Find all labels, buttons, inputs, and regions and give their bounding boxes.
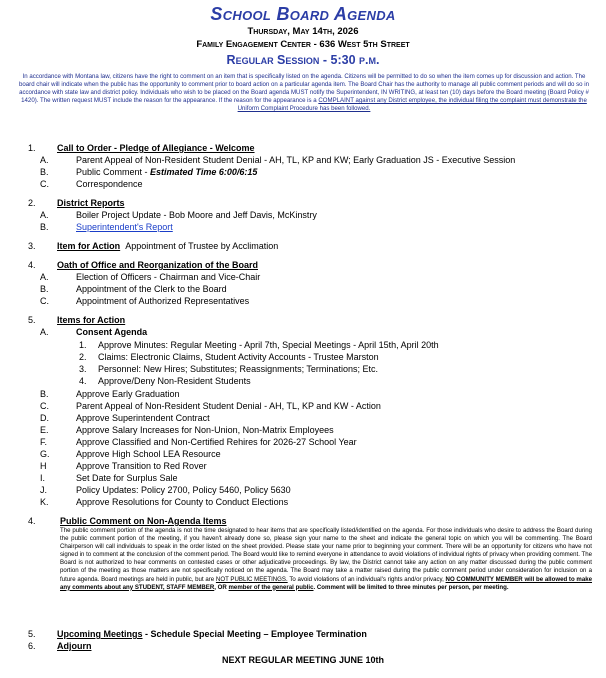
notice-text: In accordance with Montana law, citizens have the right to comment on an item that is specifically listed on the agenda. Citizens will be permitted to do so when the item comes up for discussion and action. The board chair will indicate when the public has the opportunity to comment prior to board action on a particular agenda item. The Board Chair has the authority to manage all public comment periods and will do so in accordance with state law and district policy. Individuals who wish to be placed on the Board agenda MUST notify the Superintendent, IN WRITING, at least ten (10) days before the Board meeting (Board Policy # 1420). The written request MUST include the reason for the appearance. If the reason for the appearance is a — [19, 73, 589, 105]
public-comment-body: The public comment portion of the agenda is not the time designated to hear items that are specifically listed/identified on the agenda. For those individuals who desire to address the Board during the public comment portion of the meeting, if you haven't already done so, please sign your name to the sheet and indicate the general topic on which you will be commenting. The Board Chairperson will call individuals to speak in the order listed on the sheet provided. Please state your name prior to beginning your comment. There will be an opportunity for citizens who have not signed in to comment at the conclusion of the comment period. The Board would like to remind everyone in attendance to avoid violations of individual rights of privacy when providing comment. The Board is not authorized to hear comments on contested cases or other adjudicative proceedings. By law, the District cannot take any action on any matter discussed during the public comment portion of the meeting as those matters are not specifically noticed on the agenda. The Board may take a matter raised during the public comment period under consideration for inclusion on a future agenda. Board meetings are held in public, but are NOT PUBLIC MEETINGS. To avoid violations of an individual's rights and/or privacy, NO COMMUNITY MEMBER will be allowed to make any comments about any STUDENT, STAFF MEMBER, OR member of the general public. Comment will be limited to three minutes per person, per meeting. — [60, 527, 592, 591]
agenda-item: Set Date for Surplus Sale — [76, 473, 178, 483]
agenda-item: Appointment of the Clerk to the Board — [76, 284, 227, 294]
item-letter: A. — [40, 327, 49, 337]
section-number: 5. — [28, 629, 36, 639]
section-trailing-text: Appointment of Trustee by Acclimation — [125, 241, 279, 251]
agenda-item: Parent Appeal of Non-Resident Student Denial - AH, TL, KP and KW - Action — [76, 401, 381, 411]
section-title: Upcoming Meetings - Schedule Special Meeting – Employee Termination — [57, 629, 367, 639]
consent-subitem: Approve/Deny Non-Resident Students — [98, 376, 251, 386]
agenda-item: Policy Updates: Policy 2700, Policy 5460, Policy 5630 — [76, 485, 291, 495]
subitem-number: 4. — [79, 376, 87, 386]
item-letter: H — [40, 461, 47, 471]
section-number: 4. — [28, 516, 36, 526]
item-letter: B. — [40, 167, 49, 177]
item-letter: B. — [40, 284, 49, 294]
section-number: 2. — [28, 198, 36, 208]
agenda-item: Boiler Project Update - Bob Moore and Jeff Davis, McKinstry — [76, 210, 317, 220]
item-letter: D. — [40, 413, 49, 423]
section-title: Public Comment on Non-Agenda Items — [60, 516, 227, 526]
agenda-title: School Board Agenda — [210, 4, 396, 24]
next-meeting-notice: NEXT REGULAR MEETING JUNE 10th — [221, 655, 385, 665]
item-letter: F. — [40, 437, 48, 447]
section-number: 6. — [28, 641, 36, 651]
subitem-number: 3. — [79, 364, 87, 374]
consent-subitem: Approve Minutes: Regular Meeting - April 7th, Special Meetings - April 15th, April 20th — [98, 340, 439, 350]
agenda-item: Approve Resolutions for County to Conduct Elections — [76, 497, 289, 507]
item-letter: C. — [40, 296, 49, 306]
agenda-item: Approve Superintendent Contract — [76, 413, 210, 423]
session-time: Regular Session - 5:30 p.m. — [226, 53, 380, 67]
section-number: 1. — [28, 143, 36, 153]
item-letter: A. — [40, 272, 49, 282]
consent-subitem: Claims: Electronic Claims, Student Activity Accounts - Trustee Marston — [98, 352, 379, 362]
section-number: 5. — [28, 315, 36, 325]
section-title: Oath of Office and Reorganization of the Board — [57, 260, 259, 270]
public-comment-notice — [14, 73, 594, 113]
agenda-item: Approve High School LEA Resource — [76, 449, 221, 459]
subitem-number: 1. — [79, 340, 87, 350]
agenda-item: Approve Transition to Red Rover — [76, 461, 207, 471]
agenda-item: Parent Appeal of Non-Resident Student Denial - AH, TL, KP and KW; Early Graduation JS - Executive Session — [76, 155, 516, 165]
subitem-number: 2. — [79, 352, 87, 362]
agenda-item: Approve Early Graduation — [76, 389, 180, 399]
agenda-item: Public Comment - Estimated Time 6:00/6:15 — [76, 167, 258, 177]
agenda-item: Approve Classified and Non-Certified Rehires for 2026-27 School Year — [76, 437, 357, 447]
item-letter: G. — [40, 449, 50, 459]
item-letter: C. — [40, 179, 49, 189]
item-letter: C. — [40, 401, 49, 411]
section-number: 3. — [28, 241, 36, 251]
section-number: 4. — [28, 260, 36, 270]
section-title: Call to Order - Pledge of Allegiance - Welcome — [57, 143, 255, 153]
complaint-procedure-text: COMPLAINT against any District employee, the individual filing the complaint must demonstrate the Uniform Complaint Procedure has been followed. — [237, 97, 587, 113]
item-letter: B. — [40, 222, 49, 232]
section-title: Adjourn — [57, 641, 92, 651]
item-letter: E. — [40, 425, 49, 435]
section-trailing-text: - Schedule Special Meeting – Employee Termination — [142, 629, 367, 639]
item-letter: B. — [40, 389, 49, 399]
section-title: Item for Action Appointment of Trustee by Acclimation — [57, 241, 279, 251]
item-letter: A. — [40, 155, 49, 165]
consent-agenda-label: Consent Agenda — [76, 327, 148, 337]
item-letter: I. — [40, 473, 46, 483]
agenda-item: Appointment of Authorized Representatives — [76, 296, 250, 306]
superintendents-report-link[interactable]: Superintendent's Report — [76, 222, 173, 232]
section-title: District Reports — [57, 198, 125, 208]
consent-subitem: Personnel: New Hires; Substitutes; Reassignments; Terminations; Etc. — [98, 364, 378, 374]
item-letter: K. — [40, 497, 49, 507]
meeting-date: Thursday, May 14th, 2026 — [247, 26, 359, 37]
meeting-location: Family Engagement Center - 636 West 5th Street — [196, 39, 410, 50]
item-letter: J. — [40, 485, 48, 495]
agenda-item: Correspondence — [76, 179, 143, 189]
agenda-item: Approve Salary Increases for Non-Union, Non-Matrix Employees — [76, 425, 334, 435]
item-letter: A. — [40, 210, 49, 220]
section-title: Items for Action — [57, 315, 126, 325]
estimated-time: Estimated Time 6:00/6:15 — [150, 167, 258, 177]
agenda-item: Election of Officers - Chairman and Vice-Chair — [76, 272, 261, 282]
